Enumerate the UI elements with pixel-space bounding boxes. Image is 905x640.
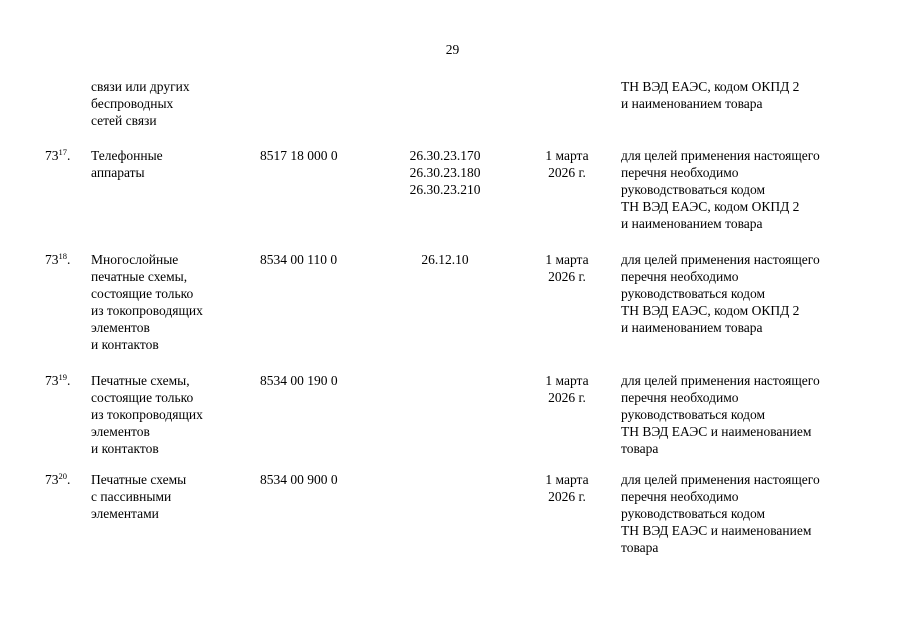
- item-number-superscript: 18: [58, 251, 67, 261]
- product-name-line: состоящие только: [91, 390, 194, 405]
- application-note-line: перечня необходимо: [621, 390, 739, 405]
- okpd-code-line: 26.12.10: [421, 252, 469, 267]
- effective-date: [530, 471, 604, 505]
- application-note-line: для целей применения настоящего: [621, 252, 820, 267]
- effective-date: [530, 372, 604, 406]
- item-number-base: 73: [45, 148, 59, 163]
- application-note-line: ТН ВЭД ЕАЭС, кодом ОКПД 2: [621, 79, 800, 94]
- application-note-line: ТН ВЭД ЕАЭС и наименованием: [621, 523, 812, 538]
- item-number-suffix: .: [67, 373, 71, 388]
- product-name-line: состоящие только: [91, 286, 194, 301]
- tnved-code: 8534 00 190 0: [260, 373, 338, 388]
- effective-date: [530, 251, 604, 285]
- item-number: [45, 251, 87, 268]
- item-number-base: 73: [45, 373, 59, 388]
- product-name-line: связи или других: [91, 79, 190, 94]
- application-note: [621, 471, 891, 556]
- product-name-line: сетей связи: [91, 113, 157, 128]
- application-note-line: и наименованием товара: [621, 320, 763, 335]
- item-number-suffix: .: [67, 472, 71, 487]
- item-number-suffix: .: [67, 148, 71, 163]
- application-note-line: для целей применения настоящего: [621, 472, 820, 487]
- application-note-line: и наименованием товара: [621, 216, 763, 231]
- product-name-line: из токопроводящих: [91, 407, 203, 422]
- effective-date-line: 2026 г.: [548, 165, 586, 180]
- okpd-code-line: 26.30.23.170: [409, 148, 481, 163]
- effective-date-line: 1 марта: [545, 373, 589, 388]
- product-name-line: Многослойные: [91, 252, 179, 267]
- application-note-line: руководствоваться кодом: [621, 182, 765, 197]
- product-name: [91, 147, 251, 181]
- application-note-line: перечня необходимо: [621, 269, 739, 284]
- item-number-superscript: 17: [58, 147, 67, 157]
- product-name-line: аппараты: [91, 165, 145, 180]
- product-name-line: и контактов: [91, 441, 159, 456]
- tnved-code: 8517 18 000 0: [260, 148, 338, 163]
- application-note-line: товара: [621, 540, 659, 555]
- application-note: [621, 372, 891, 457]
- application-note-line: ТН ВЭД ЕАЭС, кодом ОКПД 2: [621, 303, 800, 318]
- product-name: [91, 251, 251, 353]
- item-number-superscript: 19: [58, 372, 67, 382]
- application-note-line: и наименованием товара: [621, 96, 763, 111]
- product-name-line: Телефонные: [91, 148, 163, 163]
- application-note-line: для целей применения настоящего: [621, 373, 820, 388]
- application-note-line: товара: [621, 441, 659, 456]
- tnved-code: 8534 00 110 0: [260, 252, 338, 267]
- item-number: [45, 147, 87, 164]
- effective-date-line: 1 марта: [545, 472, 589, 487]
- application-note-line: руководствоваться кодом: [621, 407, 765, 422]
- product-name-line: элементами: [91, 506, 159, 521]
- product-name-line: с пассивными: [91, 489, 172, 504]
- item-number-suffix: .: [67, 252, 71, 267]
- application-note: [621, 251, 891, 336]
- application-note-line: руководствоваться кодом: [621, 506, 765, 521]
- application-note-line: руководствоваться кодом: [621, 286, 765, 301]
- product-name-line: и контактов: [91, 337, 159, 352]
- product-name-line: элементов: [91, 320, 150, 335]
- effective-date-line: 1 марта: [545, 252, 589, 267]
- item-number-base: 73: [45, 472, 59, 487]
- item-number-base: 73: [45, 252, 59, 267]
- application-note-line: перечня необходимо: [621, 489, 739, 504]
- product-name-line: беспроводных: [91, 96, 174, 111]
- tnved-code: 8534 00 900 0: [260, 472, 338, 487]
- application-note-line: ТН ВЭД ЕАЭС и наименованием: [621, 424, 812, 439]
- product-name-line: из токопроводящих: [91, 303, 203, 318]
- application-note-line: перечня необходимо: [621, 165, 739, 180]
- effective-date: [530, 147, 604, 181]
- okpd-code-line: 26.30.23.210: [409, 182, 481, 197]
- effective-date-line: 2026 г.: [548, 269, 586, 284]
- product-name: [91, 372, 251, 457]
- item-number: [45, 471, 87, 488]
- effective-date-line: 1 марта: [545, 148, 589, 163]
- application-note: [621, 78, 891, 112]
- product-name-line: Печатные схемы,: [91, 373, 190, 388]
- product-name-line: элементов: [91, 424, 150, 439]
- item-number: [45, 372, 87, 389]
- application-note-line: ТН ВЭД ЕАЭС, кодом ОКПД 2: [621, 199, 800, 214]
- product-name-line: печатные схемы,: [91, 269, 188, 284]
- product-name-line: Печатные схемы: [91, 472, 187, 487]
- effective-date-line: 2026 г.: [548, 489, 586, 504]
- page-number: 29: [445, 42, 460, 57]
- product-name: [91, 471, 251, 522]
- effective-date-line: 2026 г.: [548, 390, 586, 405]
- application-note-line: для целей применения настоящего: [621, 148, 820, 163]
- okpd-code: [390, 147, 500, 198]
- application-note: [621, 147, 891, 232]
- item-number-superscript: 20: [58, 471, 67, 481]
- okpd-code: [390, 251, 500, 268]
- okpd-code-line: 26.30.23.180: [409, 165, 481, 180]
- product-name: [91, 78, 251, 129]
